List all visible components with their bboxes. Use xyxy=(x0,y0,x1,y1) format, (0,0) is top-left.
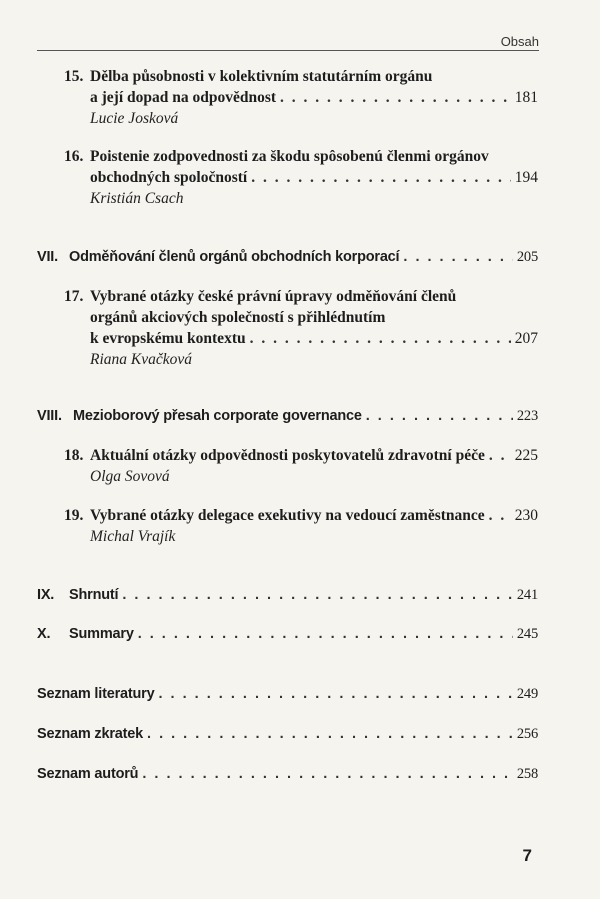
entry-line xyxy=(64,328,538,349)
leader-dots xyxy=(251,167,511,188)
toc-part-vii[interactable] xyxy=(37,247,538,268)
entry-page: 181 xyxy=(514,89,538,106)
entry-page: 230 xyxy=(514,507,538,524)
leader-dots xyxy=(158,684,512,705)
toc-entry-18[interactable] xyxy=(64,445,538,487)
toc-abbreviations[interactable] xyxy=(37,724,538,745)
toc-entry-15[interactable] xyxy=(64,66,538,129)
entry-line xyxy=(64,445,538,466)
toc-entry-16[interactable] xyxy=(64,146,538,209)
entry-number: 19. xyxy=(64,507,84,524)
entry-title: Vybrané otázky české právní úpravy odměňování členů xyxy=(90,288,457,305)
part-title: Summary xyxy=(69,626,134,642)
entry-number: 16. xyxy=(64,148,84,165)
entry-line xyxy=(64,167,538,188)
entry-line xyxy=(37,724,538,745)
part-title: Shrnutí xyxy=(69,587,119,603)
part-title: Seznam literatury xyxy=(37,686,155,702)
page-number: 7 xyxy=(522,846,532,865)
entry-line xyxy=(64,286,538,307)
entry-line xyxy=(64,87,538,108)
entry-page: 225 xyxy=(514,447,538,464)
leader-dots xyxy=(489,505,511,526)
leader-dots xyxy=(147,724,513,745)
entry-author: Lucie Josková xyxy=(90,110,179,127)
entry-page: 256 xyxy=(516,726,538,742)
leader-dots xyxy=(138,624,513,645)
toc-entry-19[interactable] xyxy=(64,505,538,547)
entry-line xyxy=(64,505,538,526)
entry-line xyxy=(64,307,538,328)
entry-title: obchodných spoločností xyxy=(90,169,248,186)
entry-line xyxy=(37,764,538,785)
leader-dots xyxy=(280,87,511,108)
entry-line xyxy=(64,66,538,87)
entry-author: Riana Kvačková xyxy=(90,351,193,368)
entry-author: Michal Vrajík xyxy=(90,528,176,545)
entry-author: Kristián Csach xyxy=(90,190,184,207)
part-number: VII. xyxy=(37,249,58,265)
entry-title: orgánů akciových společností s přihlédnutím xyxy=(90,309,386,326)
entry-page: 258 xyxy=(516,766,538,782)
entry-line xyxy=(37,624,538,645)
entry-page: 205 xyxy=(516,249,538,265)
toc-part-ix[interactable] xyxy=(37,585,538,606)
running-header: Obsah xyxy=(500,34,539,49)
entry-line xyxy=(37,684,538,705)
header-rule xyxy=(37,50,539,51)
entry-title: Aktuální otázky odpovědnosti poskytovatelů zdravotní péče xyxy=(90,447,485,464)
part-number: VIII. xyxy=(37,408,62,424)
toc-bibliography[interactable] xyxy=(37,684,538,705)
entry-number: 15. xyxy=(64,68,84,85)
entry-line xyxy=(64,146,538,167)
entry-page: 207 xyxy=(514,330,538,347)
entry-page: 241 xyxy=(516,587,538,603)
entry-title: k evropskému kontextu xyxy=(90,330,246,347)
part-title: Odměňování členů orgánů obchodních korporací xyxy=(69,249,400,265)
leader-dots xyxy=(489,445,511,466)
toc-part-viii[interactable] xyxy=(37,406,538,427)
entry-title: Vybrané otázky delegace exekutivy na vedoucí zaměstnance xyxy=(90,507,485,524)
entry-page: 223 xyxy=(516,408,538,424)
leader-dots xyxy=(122,585,513,606)
part-title: Seznam autorů xyxy=(37,766,139,782)
part-number: X. xyxy=(37,626,51,642)
entry-page: 249 xyxy=(516,686,538,702)
entry-number: 18. xyxy=(64,447,84,464)
entry-line xyxy=(37,406,538,427)
part-title: Mezioborový přesah corporate governance xyxy=(73,408,362,424)
entry-title: Dělba působnosti v kolektivním statutárním orgánu xyxy=(90,68,433,85)
entry-title: Poistenie zodpovednosti za škodu spôsobenú členmi orgánov xyxy=(90,148,489,165)
toc-part-x[interactable] xyxy=(37,624,538,645)
leader-dots xyxy=(403,247,512,268)
toc-entry-17[interactable] xyxy=(64,286,538,370)
toc-authors[interactable] xyxy=(37,764,538,785)
leader-dots xyxy=(250,328,511,349)
part-title: Seznam zkratek xyxy=(37,726,144,742)
leader-dots xyxy=(142,764,513,785)
entry-title: a její dopad na odpovědnost xyxy=(90,89,277,106)
leader-dots xyxy=(366,406,513,427)
entry-author: Olga Sovová xyxy=(90,468,170,485)
entry-line xyxy=(37,585,538,606)
entry-number: 17. xyxy=(64,288,84,305)
part-number: IX. xyxy=(37,587,55,603)
entry-line xyxy=(37,247,538,268)
entry-page: 245 xyxy=(516,626,538,642)
entry-page: 194 xyxy=(514,169,538,186)
